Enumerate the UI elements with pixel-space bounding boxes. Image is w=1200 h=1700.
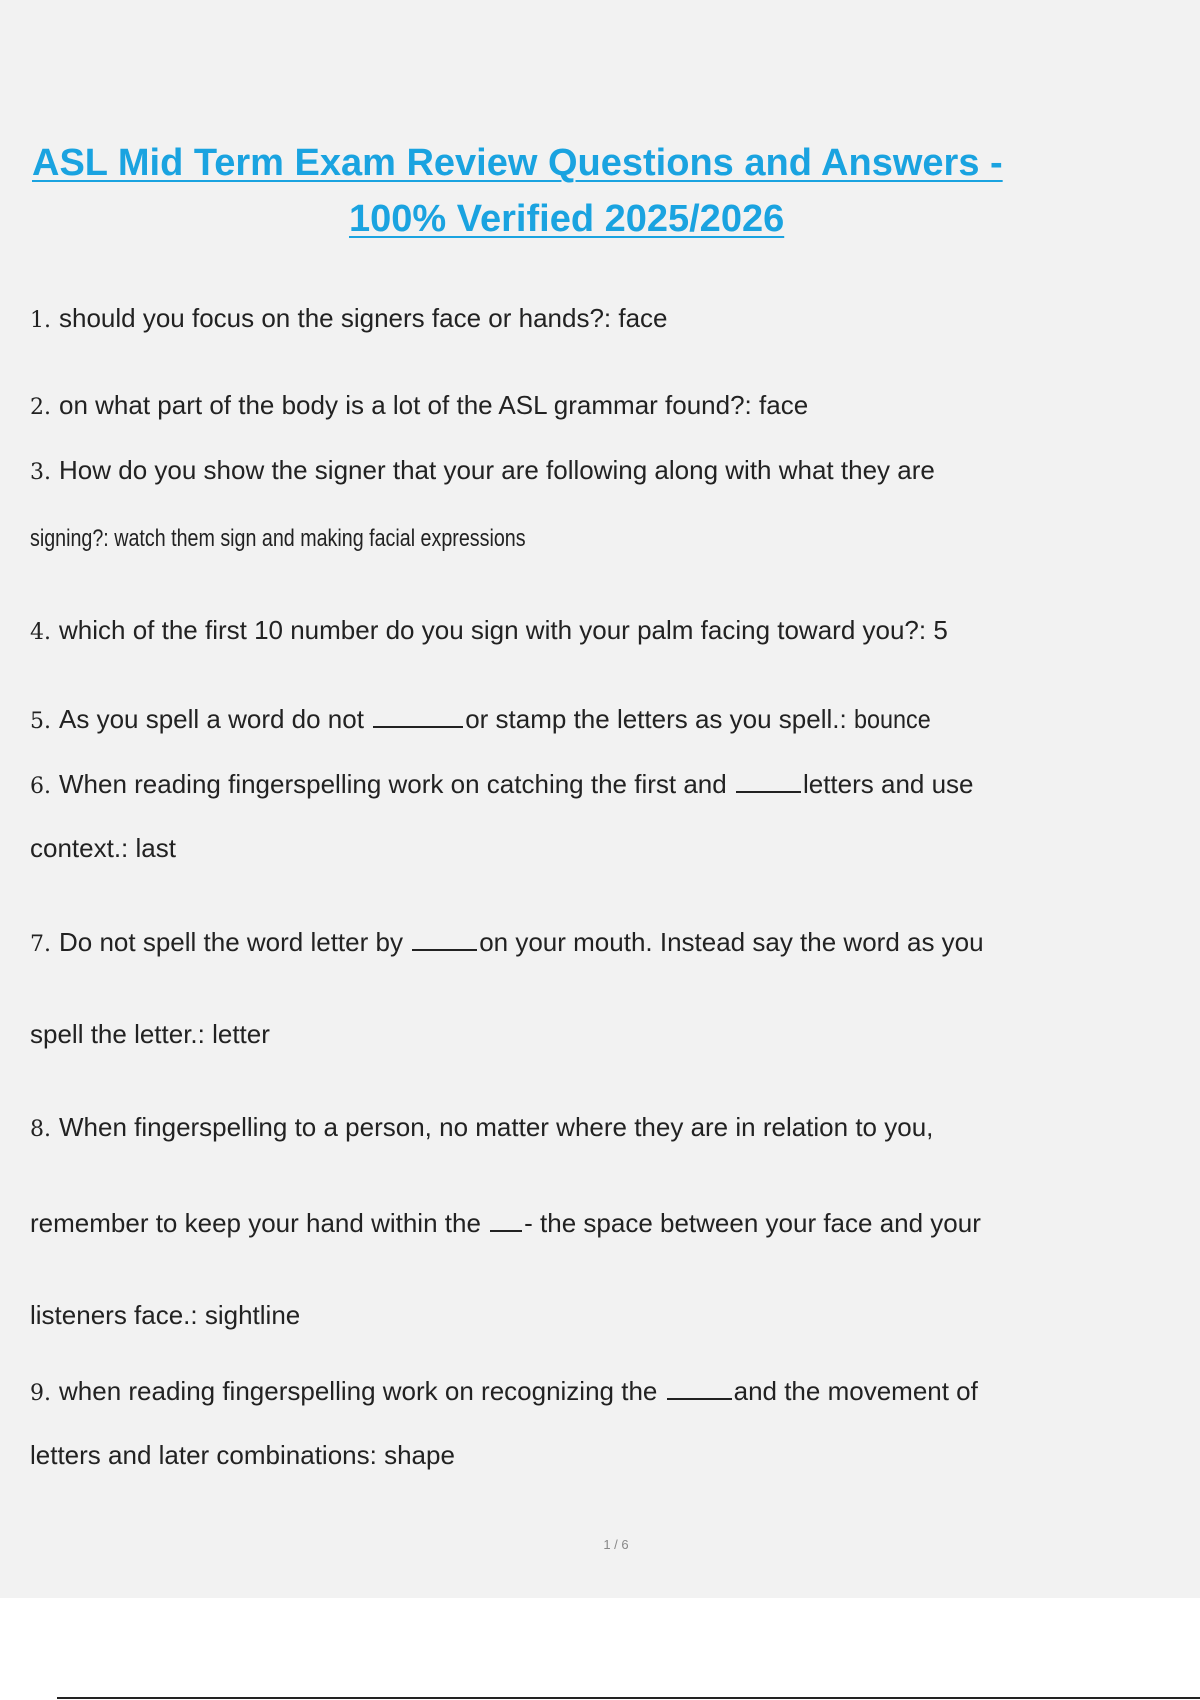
- document-title: [32, 135, 1200, 247]
- question-7: 7. Do not spell the word letter by on your mouth. Instead say the word as you: [30, 927, 984, 957]
- question-6-answer-line: context.: last: [30, 833, 176, 863]
- answer-blank: [412, 925, 477, 951]
- question-4: 4. which of the first 10 number do you sign with your palm facing toward you?: 5: [30, 615, 948, 645]
- title-line-2: 100% Verified 2025/2026: [349, 198, 785, 240]
- answer-blank: [490, 1206, 522, 1232]
- question-2: 2. on what part of the body is a lot of the ASL grammar found?: face: [30, 390, 809, 420]
- question-6: 6. When reading fingerspelling work on catching the first and letters and use: [30, 769, 974, 799]
- question-9-answer-line: letters and later combinations: shape: [30, 1440, 455, 1470]
- answer-blank: [667, 1374, 732, 1400]
- page-number: 1 / 6: [603, 1537, 629, 1552]
- question-1: 1. should you focus on the signers face or hands?: face: [30, 303, 668, 333]
- answer-blank: [373, 702, 463, 728]
- question-9: 9. when reading fingerspelling work on recognizing the and the movement of: [30, 1376, 978, 1406]
- answer-blank: [736, 767, 801, 793]
- question-5: 5. As you spell a word do not or stamp the letters as you spell.: bounce: [30, 704, 931, 734]
- question-8: 8. When fingerspelling to a person, no matter where they are in relation to you,: [30, 1112, 934, 1142]
- footer-divider: [57, 1697, 1200, 1699]
- question-8-answer-line: listeners face.: sightline: [30, 1300, 301, 1330]
- question-3-answer-line: signing?: watch them sign and making facial expressions: [30, 525, 526, 552]
- question-7-answer-line: spell the letter.: letter: [30, 1019, 270, 1049]
- question-8-line-2: remember to keep your hand within the - the space between your face and your: [30, 1208, 981, 1238]
- title-line-1: ASL Mid Term Exam Review Questions and Answers -: [32, 142, 1003, 184]
- question-3: 3. How do you show the signer that your are following along with what they are: [30, 455, 935, 485]
